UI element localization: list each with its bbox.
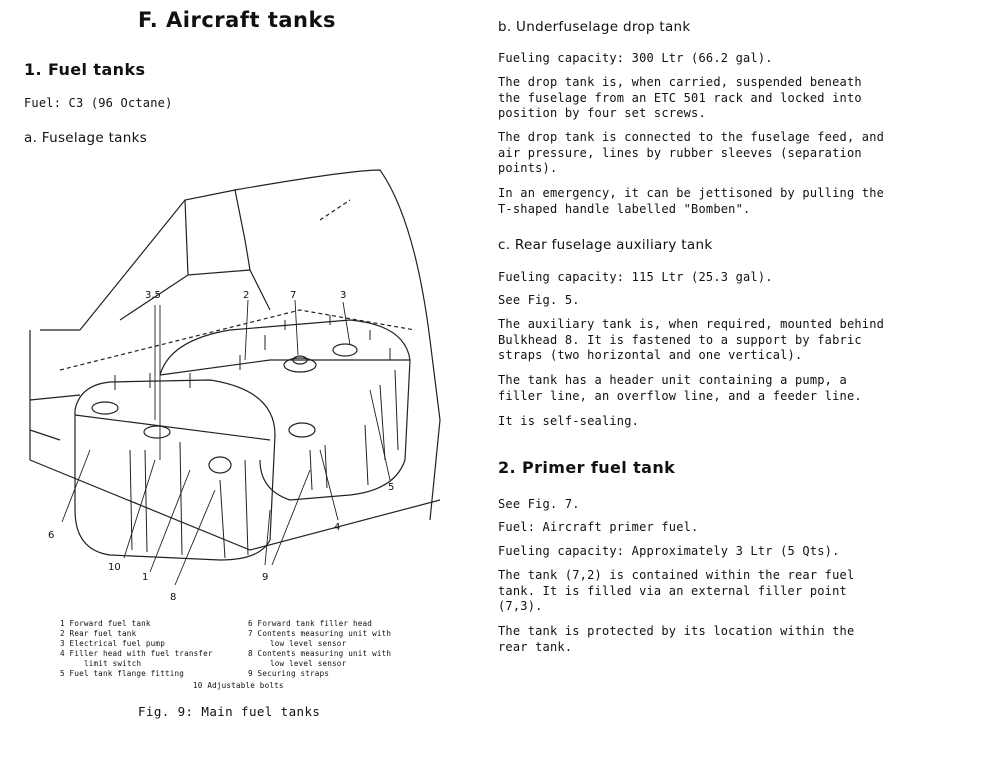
drop-tank-para-3 [498,130,918,177]
drop-tank-para-2 [498,75,918,122]
text-line: In an emergency, it can be jettisoned by pulling the [498,186,885,200]
text-line: the fuselage from an ETC 501 rack and locked into [498,90,862,105]
legend-col-1 [60,619,213,679]
forward-tank-filler [92,402,118,414]
text-line: (7,3). [498,599,543,613]
rear-tank-pump [333,344,357,356]
callout-5: 5 [388,482,395,493]
legend-item: 10 Adjustable bolts [193,681,284,690]
legend-col-2 [248,619,391,679]
legend-item: low level sensor [270,639,347,648]
text-line: T-shaped handle labelled "Bomben". [498,201,751,216]
callout-6: 6 [48,530,55,541]
text-line: straps (two horizontal and one vertical). [498,348,803,362]
text-line: points). [498,161,558,175]
legend-item: 1 Forward fuel tank [60,619,151,628]
canopy-frame [120,200,250,320]
callout-3: 3 [340,290,347,301]
aux-tank-para-3 [498,317,918,364]
text-line: tank. It is filled via an external filler point [498,583,847,598]
rear-tank-outline [160,320,410,500]
page-title: F. Aircraft tanks [138,8,336,32]
primer-capacity: Fueling capacity: Approximately 3 Ltr (5 Qts). [498,544,840,558]
legend-item: low level sensor [270,659,347,668]
text-line: The tank has a header unit containing a pump, a [498,373,847,387]
subsection-aux-tank: c. Rear fuselage auxiliary tank [498,237,713,253]
text-line: Bulkhead 8. It is fastened to a support by fabric [498,332,862,347]
securing-straps [130,370,398,558]
filler-head [289,423,315,437]
primer-para-5 [498,624,918,655]
callout-9: 9 [262,572,269,583]
fuselage-side [30,330,80,440]
subsection-fuselage-tanks: a. Fuselage tanks [24,130,148,146]
callout-8: 8 [170,592,177,603]
drop-tank-capacity: Fueling capacity: 300 Ltr (66.2 gal). [498,51,773,65]
legend-item: 3 Electrical fuel pump [60,639,165,648]
text-line: The drop tank is, when carried, suspended beneath [498,75,862,89]
callout-2: 2 [243,290,250,301]
primer-fuel-line: Fuel: Aircraft primer fuel. [498,520,699,534]
legend-item: 7 Contents measuring unit with [248,629,392,638]
text-line: rear tank. [498,639,573,654]
forward-tank-flange [144,426,170,438]
adjustable-bolts [115,315,390,390]
aux-tank-para-4 [498,373,918,404]
legend-item: 6 Forward tank filler head [248,619,373,628]
text-line: The tank is protected by its location within the [498,624,855,638]
aux-tank-capacity: Fueling capacity: 115 Ltr (25.3 gal). [498,270,773,284]
legend-item: 2 Rear fuel tank [60,629,137,638]
fuel-tanks-diagram [20,160,460,610]
fuselage-bottom [30,460,440,550]
forward-tank-top [75,415,270,440]
text-line: air pressure, lines by rubber sleeves (separation [498,145,862,160]
drop-tank-para-4 [498,186,918,217]
callout-1: 1 [142,572,149,583]
legend-item: 4 Filler head with fuel transfer [60,649,213,658]
aux-tank-see-fig: See Fig. 5. [498,293,580,307]
primer-para-4 [498,568,918,615]
legend-item: 5 Fuel tank flange fitting [60,669,185,678]
text-line: The tank (7,2) is contained within the rear fuel [498,568,855,582]
callout-3-5: 3,5 [145,290,161,301]
subsection-drop-tank: b. Underfuselage drop tank [498,19,691,35]
canopy-outline [80,190,270,330]
figure-caption: Fig. 9: Main fuel tanks [138,704,321,719]
legend-item: limit switch [84,659,142,668]
text-line: The auxiliary tank is, when required, mounted behind [498,317,885,331]
text-line: position by four set screws. [498,106,706,120]
primer-see-fig: See Fig. 7. [498,497,580,511]
callout-4: 4 [334,522,341,533]
legend-item: 8 Contents measuring unit with [248,649,392,658]
fuel-type-line: Fuel: C3 (96 Octane) [24,96,173,110]
dashed-frame [60,200,415,370]
text-line: The drop tank is connected to the fuselage feed, and [498,130,885,144]
section-heading-fuel-tanks: 1. Fuel tanks [24,60,146,79]
section-heading-primer-tank: 2. Primer fuel tank [498,458,676,477]
text-line: filler line, an overflow line, and a feeder line. [498,388,862,403]
callout-leaders [62,300,390,585]
forward-tank-gauge [209,457,231,473]
aux-tank-self-sealing: It is self-sealing. [498,414,640,428]
callout-7: 7 [290,290,297,301]
legend-item: 9 Securing straps [248,669,330,678]
callout-10: 10 [108,562,121,573]
